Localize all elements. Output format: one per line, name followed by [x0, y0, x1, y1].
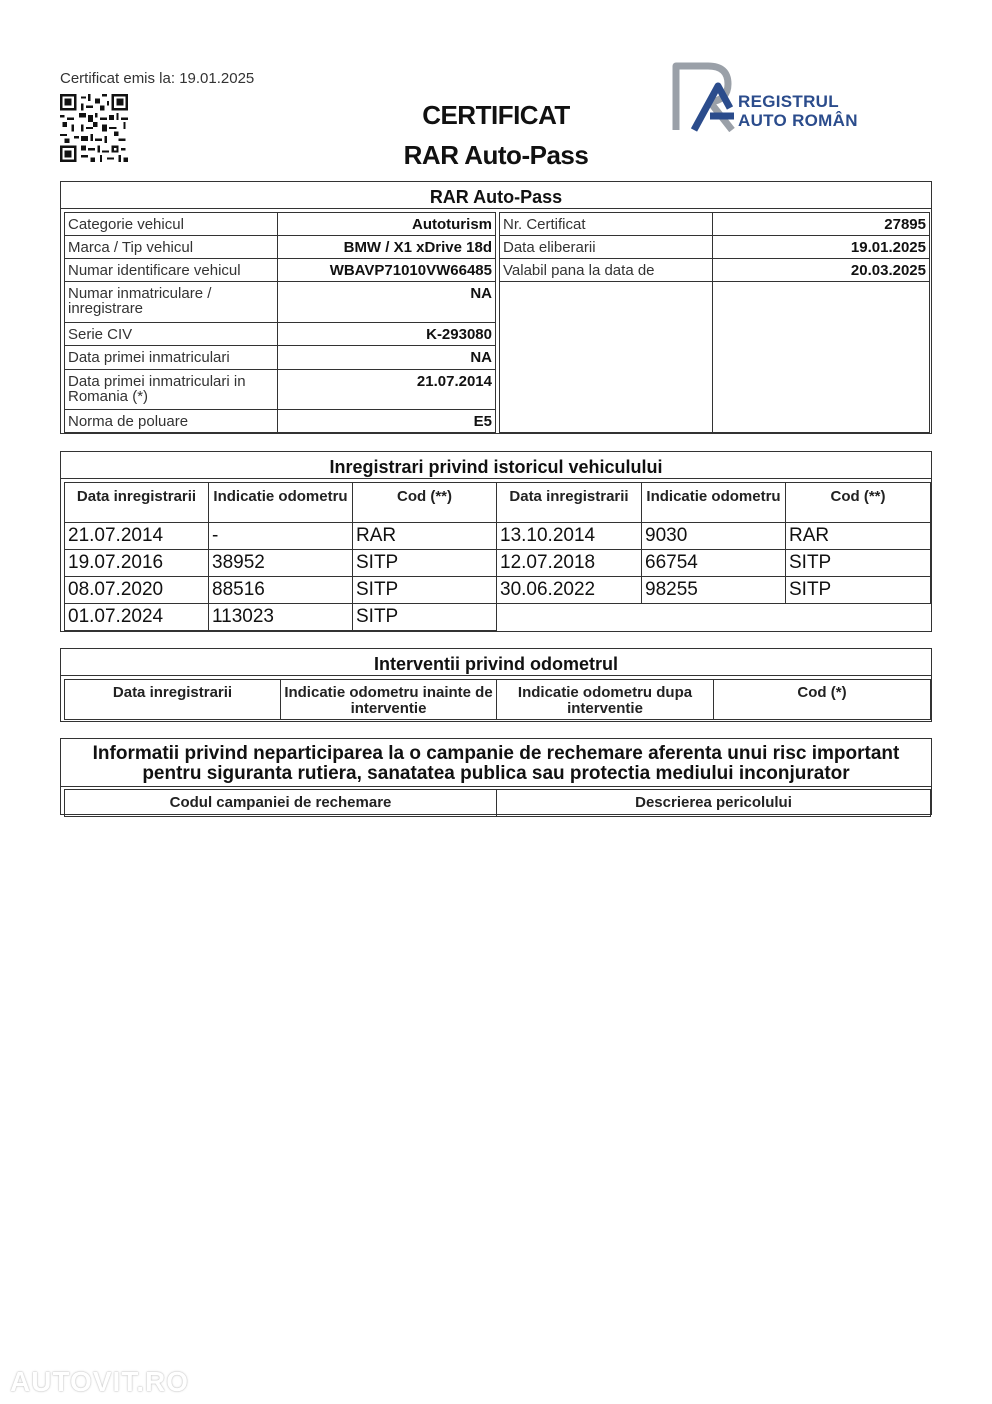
table-row [65, 370, 496, 410]
column-header: Indicatie odometru [642, 483, 786, 523]
field-label: Data primei inmatriculari [65, 346, 278, 370]
logo-text [738, 92, 858, 130]
column-header: Indicatie odometru inainte de interventie [281, 680, 497, 720]
page-title: CERTIFICAT [422, 100, 570, 130]
field-value: E5 [278, 410, 496, 433]
table-row [65, 213, 496, 236]
odometer-table [64, 679, 931, 720]
field-value: Autoturism [278, 213, 496, 236]
logo-line-1: REGISTRUL [738, 92, 839, 111]
table-cell: 98255 [642, 577, 786, 604]
history-table [64, 482, 931, 631]
table-cell: 12.07.2018 [497, 550, 642, 577]
logo-line-2: AUTO ROMÂN [738, 111, 858, 130]
field-label: Valabil pana la data de [500, 259, 713, 282]
table-row [65, 236, 496, 259]
column-header: Cod (**) [786, 483, 931, 523]
field-value: 20.03.2025 [713, 259, 930, 282]
table-cell: RAR [786, 523, 931, 550]
field-value: WBAVP71010VW66485 [278, 259, 496, 282]
field-value: 27895 [713, 213, 930, 236]
empty-cell [500, 282, 713, 433]
table-cell: RAR [353, 523, 497, 550]
table-row [65, 282, 496, 323]
table-cell: 113023 [209, 604, 353, 631]
table-cell: 38952 [209, 550, 353, 577]
table-cell: 66754 [642, 550, 786, 577]
column-header: Data inregistrarii [65, 483, 209, 523]
field-label: Norma de poluare [65, 410, 278, 433]
table-row [500, 236, 930, 259]
recall-campaign-title: Informatii privind neparticiparea la o campanie de rechemare aferenta unui risc important pentru siguranta rutiera, sanatatea publica sau protectia mediului inconjurator [61, 739, 931, 787]
table-row [65, 604, 931, 631]
empty-cell [713, 282, 930, 433]
column-header: Indicatie odometru dupa interventie [497, 680, 714, 720]
table-row [500, 282, 930, 433]
field-label: Data primei inmatriculari in Romania (*) [65, 370, 278, 410]
table-header-row [65, 790, 931, 817]
column-header: Cod (*) [714, 680, 931, 720]
field-value: K-293080 [278, 323, 496, 346]
column-header: Cod (**) [353, 483, 497, 523]
field-label: Marca / Tip vehicul [65, 236, 278, 259]
column-header: Codul campaniei de rechemare [65, 790, 497, 817]
field-value: 21.07.2014 [278, 370, 496, 410]
history-section [60, 451, 932, 632]
table-cell: SITP [786, 577, 931, 604]
table-cell: SITP [353, 577, 497, 604]
field-label: Data eliberarii [500, 236, 713, 259]
vehicle-info-title: RAR Auto-Pass [61, 182, 931, 209]
recall-campaign-table [64, 789, 931, 817]
field-value: NA [278, 282, 496, 323]
qr-code-icon [60, 94, 128, 162]
table-cell: SITP [353, 604, 497, 631]
page-subtitle: RAR Auto-Pass [403, 140, 589, 170]
field-label: Serie CIV [65, 323, 278, 346]
table-row [65, 346, 496, 370]
table-cell: 21.07.2014 [65, 523, 209, 550]
column-header: Data inregistrarii [65, 680, 281, 720]
vehicle-info-table [64, 212, 496, 433]
table-cell: SITP [786, 550, 931, 577]
empty-cell [642, 604, 786, 631]
field-label: Categorie vehicul [65, 213, 278, 236]
table-cell: 19.07.2016 [65, 550, 209, 577]
table-cell: 88516 [209, 577, 353, 604]
table-cell: 01.07.2024 [65, 604, 209, 631]
table-row [65, 259, 496, 282]
table-row [65, 323, 496, 346]
table-cell: SITP [353, 550, 497, 577]
field-value: 19.01.2025 [713, 236, 930, 259]
vehicle-info-section [60, 181, 932, 434]
history-title: Inregistrari privind istoricul vehiculului [61, 452, 931, 479]
table-header-row [65, 483, 931, 523]
table-cell: - [209, 523, 353, 550]
table-cell: 30.06.2022 [497, 577, 642, 604]
column-header: Indicatie odometru [209, 483, 353, 523]
table-cell: 9030 [642, 523, 786, 550]
column-header: Data inregistrarii [497, 483, 642, 523]
empty-cell [786, 604, 931, 631]
empty-cell [497, 604, 642, 631]
certificate-info-table [499, 212, 930, 433]
table-cell: 08.07.2020 [65, 577, 209, 604]
table-row [65, 577, 931, 604]
column-header: Descrierea pericolului [497, 790, 931, 817]
odometer-section [60, 648, 932, 722]
watermark: AUTOVIT.RO [10, 1366, 190, 1397]
field-value: NA [278, 346, 496, 370]
field-label: Numar identificare vehicul [65, 259, 278, 282]
table-row [500, 259, 930, 282]
table-row [65, 410, 496, 433]
recall-campaign-section [60, 738, 932, 815]
table-row [65, 550, 931, 577]
table-cell: 13.10.2014 [497, 523, 642, 550]
odometer-title: Interventii privind odometrul [61, 649, 931, 676]
field-label: Numar inmatriculare / inregistrare [65, 282, 278, 323]
table-row [500, 213, 930, 236]
field-value: BMW / X1 xDrive 18d [278, 236, 496, 259]
issued-date: Certificat emis la: 19.01.2025 [60, 70, 255, 87]
table-row [65, 523, 931, 550]
table-header-row [65, 680, 931, 720]
field-label: Nr. Certificat [500, 213, 713, 236]
